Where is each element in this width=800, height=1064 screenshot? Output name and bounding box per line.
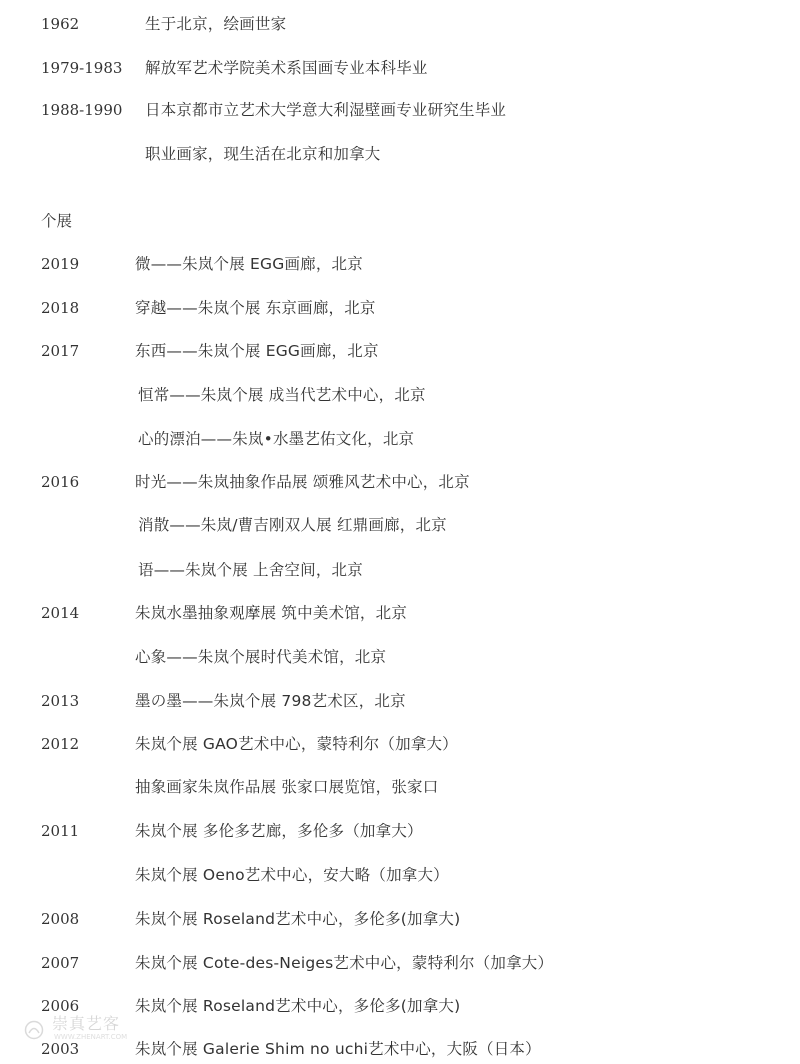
exhibition-row: [0, 467, 800, 497]
exhibition-row: [0, 510, 800, 540]
exhibition-text: 抽象画家朱岚作品展 张家口展览馆，张家口: [135, 778, 439, 796]
exhibition-row: [0, 642, 800, 672]
exhibition-text: 恒常——朱岚个展 成当代艺术中心，北京: [138, 386, 426, 404]
bio-row: [0, 139, 800, 169]
exhibition-text: 朱岚个展 Oeno艺术中心，安大略（加拿大）: [135, 866, 449, 884]
exhibition-row: [0, 598, 800, 628]
exhibition-text: 朱岚水墨抽象观摩展 筑中美术馆，北京: [135, 604, 408, 622]
exhibition-year: 2017: [41, 342, 80, 360]
exhibition-text: 时光——朱岚抽象作品展 颂雅风艺术中心，北京: [135, 473, 470, 491]
exhibition-text: 语——朱岚个展 上舍空间，北京: [138, 561, 363, 579]
watermark: [24, 1014, 134, 1046]
exhibition-text: 穿越——朱岚个展 东京画廊，北京: [135, 299, 376, 317]
bio-row: [0, 95, 800, 125]
exhibition-year: 2007: [41, 954, 80, 972]
exhibition-year: 2006: [41, 997, 80, 1015]
exhibition-row: [0, 948, 800, 978]
exhibition-text: 朱岚个展 Cote-des-Neiges艺术中心，蒙特利尔（加拿大）: [135, 954, 554, 972]
exhibition-year: 2016: [41, 473, 80, 491]
exhibition-text: 消散——朱岚/曹吉刚双人展 红鼎画廊，北京: [138, 516, 447, 534]
exhibition-text: 微——朱岚个展 EGG画廊，北京: [135, 255, 363, 273]
watermark-text: 崇真艺客: [52, 1014, 121, 1033]
exhibition-row: [0, 555, 800, 585]
exhibition-row: [0, 380, 800, 410]
bio-text: 生于北京，绘画世家: [145, 15, 287, 33]
exhibition-row: [0, 816, 800, 846]
watermark-logo-icon: [24, 1020, 44, 1040]
exhibition-year: 2003: [41, 1040, 80, 1058]
exhibition-row: [0, 686, 800, 716]
exhibition-row: [0, 249, 800, 279]
bio-year: 1988-1990: [41, 101, 123, 119]
exhibition-row: [0, 772, 800, 802]
bio-year: 1962: [41, 15, 80, 33]
exhibition-text: 朱岚个展 GAO艺术中心，蒙特利尔（加拿大）: [135, 735, 458, 753]
bio-text: 职业画家，现生活在北京和加拿大: [145, 145, 381, 163]
exhibition-row: [0, 293, 800, 323]
bio-row: [0, 9, 800, 39]
bio-row: [0, 53, 800, 83]
exhibition-row: [0, 424, 800, 454]
exhibition-year: 2013: [41, 692, 80, 710]
exhibition-year: 2018: [41, 299, 80, 317]
exhibition-row: [0, 904, 800, 934]
exhibition-year: 2014: [41, 604, 80, 622]
bio-text: 日本京都市立艺术大学意大利湿壁画专业研究生毕业: [145, 101, 507, 119]
exhibition-text: 朱岚个展 Roseland艺术中心，多伦多(加拿大): [135, 997, 461, 1015]
exhibition-text: 朱岚个展 Galerie Shim no uchi艺术中心，大阪（日本）: [135, 1040, 541, 1058]
bio-year: 1979-1983: [41, 59, 123, 77]
watermark-url: WWW.ZHENART.COM: [54, 1033, 128, 1041]
exhibition-text: 朱岚个展 多伦多艺廊，多伦多（加拿大）: [135, 822, 423, 840]
exhibition-text: 心的漂泊——朱岚•水墨艺佑文化，北京: [138, 430, 415, 448]
exhibition-year: 2012: [41, 735, 80, 753]
exhibition-year: 2011: [41, 822, 80, 840]
exhibition-row: [0, 729, 800, 759]
section-title-solo-exhibitions: 个展: [41, 212, 73, 230]
exhibition-year: 2019: [41, 255, 80, 273]
exhibition-text: 东西——朱岚个展 EGG画廊，北京: [135, 342, 379, 360]
bio-text: 解放军艺术学院美术系国画专业本科毕业: [145, 59, 428, 77]
exhibition-row: [0, 860, 800, 890]
exhibition-text: 墨の墨——朱岚个展 798艺术区，北京: [135, 692, 406, 710]
exhibition-text: 心象——朱岚个展时代美术馆，北京: [135, 648, 387, 666]
exhibition-row: [0, 336, 800, 366]
exhibition-year: 2008: [41, 910, 80, 928]
exhibition-text: 朱岚个展 Roseland艺术中心，多伦多(加拿大): [135, 910, 461, 928]
